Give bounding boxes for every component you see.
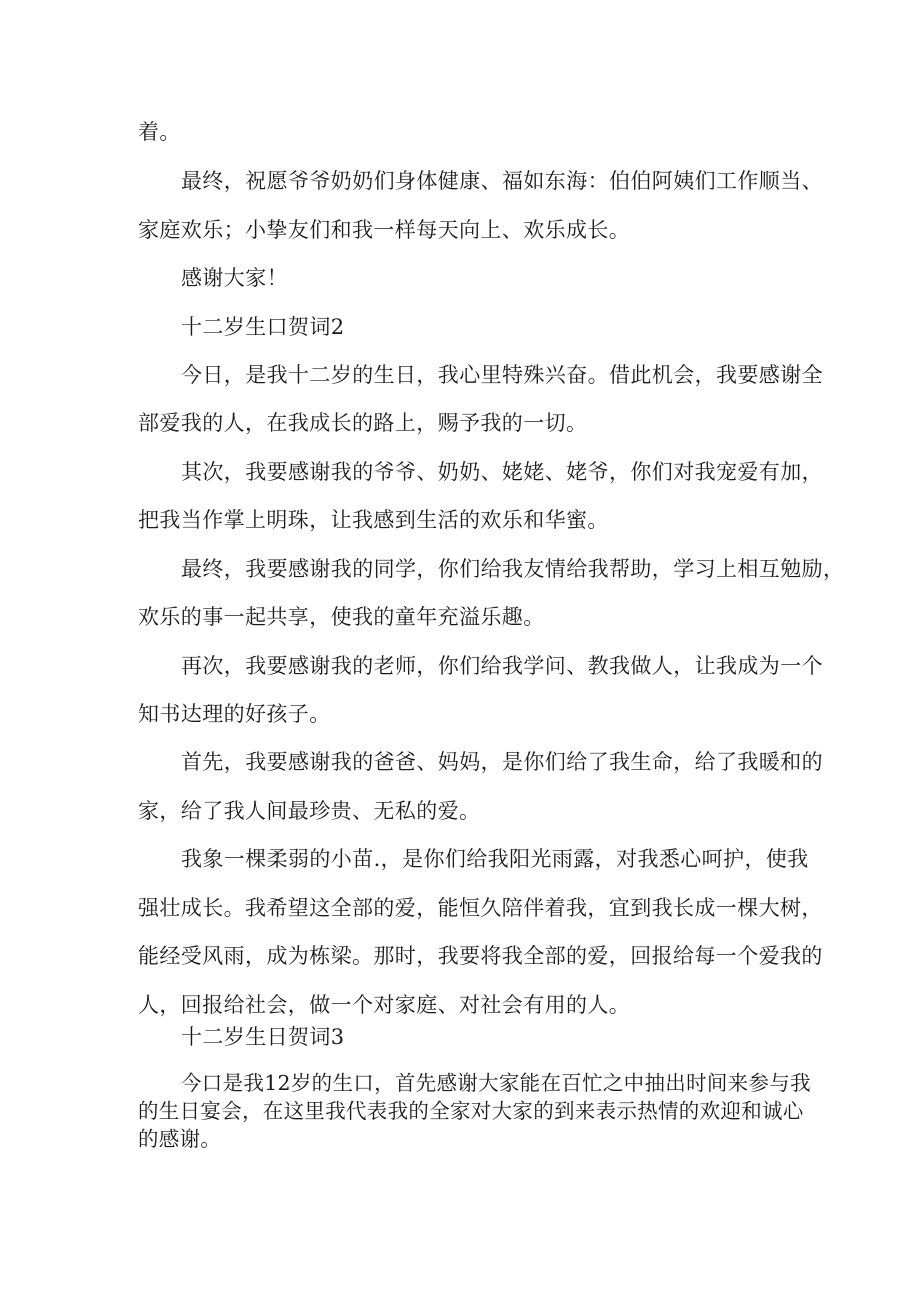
section-heading: 十二岁生日贺词3: [181, 1025, 345, 1049]
text-line: 首先，我要感谢我的爸爸、妈妈，是你们给了我生命，给了我暖和的: [181, 750, 823, 774]
text-line: 人，回报给社会，做一个对家庭、对社会有用的人。: [138, 993, 631, 1017]
text-line: 欢乐的事一起共享，使我的童年充溢乐趣。: [138, 605, 545, 629]
text-line: 的生日宴会，在这里我代表我的全家对大家的到来表示热情的欢迎和诚心: [138, 1099, 804, 1123]
section-heading: 十二岁生口贺词2: [181, 315, 345, 339]
text-line: 今日，是我十二岁的生日，我心里特殊兴奋。借此机会，我要感谢全: [181, 363, 823, 387]
text-line: 最终，祝愿爷爷奶奶们身体健康、福如东海：伯伯阿姨们工作顺当、: [181, 169, 823, 193]
text-line: 把我当作掌上明珠，让我感到生活的欢乐和华蜜。: [138, 508, 609, 532]
text-line: 再次，我要感谢我的老师，你们给我学问、教我做人，让我成为一个: [181, 654, 823, 678]
text-line: 强壮成长。我希望这全部的爱，能恒久陪伴着我，宜到我长成一棵大树，: [138, 896, 823, 920]
text-line: 家，给了我人间最珍贵、无私的爱。: [138, 799, 481, 823]
text-line: 着。: [138, 120, 181, 144]
text-line: 部爱我的人，在我成长的路上，赐予我的一切。: [138, 411, 588, 435]
text-line: 能经受风雨，成为栋梁。那时，我要将我全部的爱，回报给每一个爱我的: [138, 944, 823, 968]
text-line: 知书达理的好孩子。: [138, 702, 331, 726]
text-line: 感谢大家！: [181, 266, 288, 290]
text-line: 家庭欢乐；小挚友们和我一样每天向上、欢乐成长。: [138, 218, 631, 242]
text-line: 最终，我要感谢我的同学，你们给我友情给我帮助，学习上相互勉励，: [181, 557, 845, 581]
text-line: 其次，我要感谢我的爷爷、奶奶、姥姥、姥爷，你们对我宠爱有加，: [181, 460, 823, 484]
text-line: 我象一棵柔弱的小苗.，是你们给我阳光雨露，对我悉心呵护，使我: [181, 847, 809, 871]
text-line: 今口是我12岁的生口，首先感谢大家能在百忙之中抽出时间来参与我: [181, 1071, 811, 1095]
text-line: 的感谢。: [138, 1127, 222, 1151]
